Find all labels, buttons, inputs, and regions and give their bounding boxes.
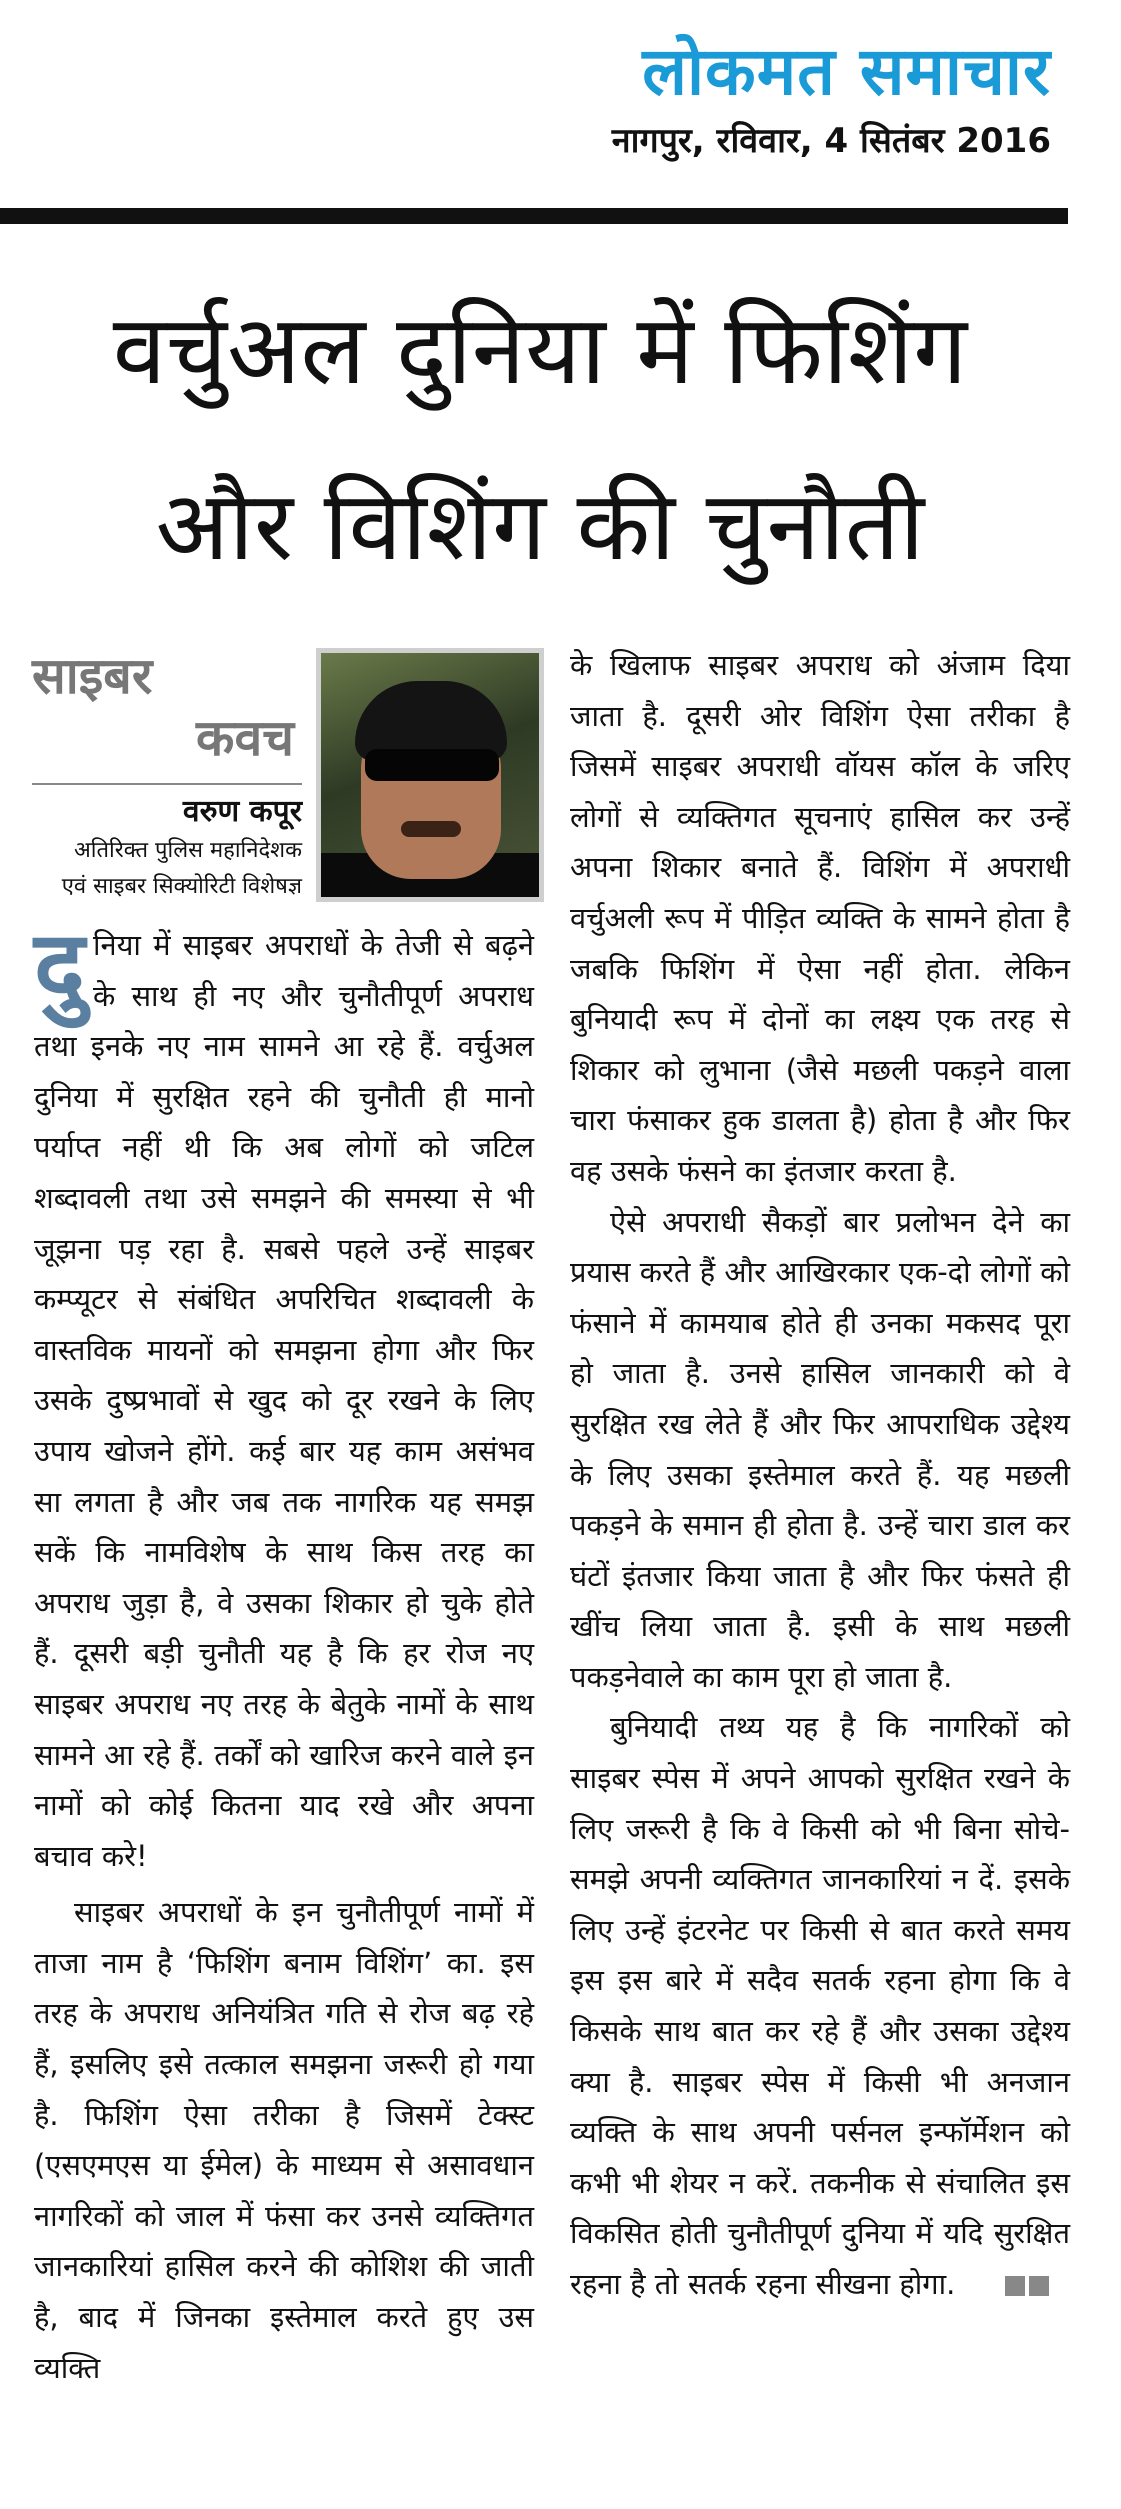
article-column-left xyxy=(34,910,534,2393)
headline-line-1: वर्चुअल दुनिया में फिशिंग xyxy=(112,294,968,406)
byline-divider xyxy=(32,783,302,785)
byline xyxy=(32,645,302,905)
top-divider xyxy=(0,208,1068,224)
drop-cap: दु xyxy=(34,910,85,1022)
author-name: वरुण कपूर xyxy=(182,794,302,829)
author-photo xyxy=(316,648,544,902)
paragraph-4: बुनियादी तथ्य यह है कि नागरिकों को साइबर स्पेस में अपने आपको सुरक्षित रखने के लिए जरूरी है कि वे किसी को भी बिना सोचे-समझे अपनी व्यक्तिगत जानकारियां न दें. इसके लिए उन्हें इंटरनेट पर किसी से बात करते समय इस इस बारे में सदैव सतर्क रहना होगा कि वे किसके साथ बात कर रहे हैं और उसका उद्देश्य क्या है. साइबर स्पेस में किसी भी अनजान व्यक्ति के साथ अपनी पर्सनल इन्फॉर्मेशन को कभी भी शेयर न करें. तकनीक से संचालित इस विकसित होती चुनौतीपूर्ण दुनिया में यदि सुरक्षित रहना है तो सतर्क रहना सीखना होगा. xyxy=(570,1702,1070,2311)
column-name-line-1: साइबर xyxy=(32,647,153,705)
author-designation-1: अतिरिक्त पुलिस महानिदेशक xyxy=(73,838,302,863)
masthead xyxy=(612,30,1051,162)
end-of-article-icon xyxy=(965,2261,1053,2312)
paragraph-3: ऐसे अपराधी सैकड़ों बार प्रलोभन देने का प्रयास करते हैं और आखिरकार एक-दो लोगों को फंसाने में कामयाब होते ही उनका मकसद पूरा हो जाता है. उनसे हासिल जानकारी को वे सुरक्षित रख लेते हैं और फिर आपराधिक उद्देश्य के लिए उसका इस्तेमाल करते हैं. यह मछली पकड़ने के समान ही होता है. उन्हें चारा डाल कर घंटों इंतजार किया जाता है और फिर फंसते ही खींच लिया जाता है. इसी के साथ मछली पकड़नेवाले का काम पूरा हो जाता है. xyxy=(570,1204,1070,1694)
column-name-line-2: कवच xyxy=(196,709,294,767)
article-column-right xyxy=(570,640,1070,2311)
dateline: नागपुर, रविवार, 4 सितंबर 2016 xyxy=(611,121,1051,161)
headline-line-2: और विशिंग की चुनौती xyxy=(155,470,925,582)
paragraph-1: दुनिया में साइबर अपराधों के तेजी से बढ़ने के साथ ही नए और चुनौतीपूर्ण अपराध तथा इनके नए नाम सामने आ रहे हैं. वर्चुअल दुनिया में सुरक्षित रहने की चुनौती ही मानो पर्याप्त नहीं थी कि अब लोगों को जटिल शब्दावली तथा उसे समझने की समस्या से भी जूझना पड़ रहा है. सबसे पहले उन्हें साइबर कम्प्यूटर से संबंधित अपरिचित शब्दावली के वास्तविक मायनों को समझना होगा और फिर उसके दुष्प्रभावों से खुद को दूर रखने के लिए उपाय खोजने होंगे. कई बार यह काम असंभव सा लगता है और जब तक नागरिक यह समझ सकें कि नामविशेष के साथ किस तरह का अपराध जुड़ा है, वे उसका शिकार हो चुके होते हैं. दूसरी बड़ी चुनौती यह है कि हर रोज नए साइबर अपराध नए तरह के बेतुके नामों के साथ सामने आ रहे हैं. तर्कों को खारिज करने वाले इन नामों को कोई कितना याद रखे और अपना बचाव करे! xyxy=(34,910,534,1873)
headline xyxy=(20,262,1060,614)
column-name xyxy=(32,645,302,769)
newspaper-logo: लोकमत समाचार xyxy=(642,33,1051,110)
paragraph-2: साइबर अपराधों के इन चुनौतीपूर्ण नामों में ताजा नाम है ‘फिशिंग बनाम विशिंग’ का. इस तरह के अपराध अनियंत्रित गति से रोज बढ़ रहे हैं, इसलिए इसे तत्काल समझना जरूरी हो गया है. फिशिंग ऐसा तरीका है जिसमें टेक्स्ट (एसएमएस या ईमेल) के माध्यम से असावधान नागरिकों को जाल में फंसा कर उनसे व्यक्तिगत जानकारियां हासिल करने की कोशिश की जाती है, बाद में जिनका इस्तेमाल करते हुए उस व्यक्ति xyxy=(34,1895,534,2385)
paragraph-2-continued: के खिलाफ साइबर अपराध को अंजाम दिया जाता है. दूसरी ओर विशिंग ऐसा तरीका है जिसमें साइबर अपराधी वॉयस कॉल के जरिए लोगों से व्यक्तिगत सूचनाएं हासिल कर उन्हें अपना शिकार बनाते हैं. विशिंग में अपराधी वर्चुअली रूप में पीड़ित व्यक्ति के सामने होता है जबकि फिशिंग में ऐसा नहीं होता. लेकिन बुनियादी रूप में दोनों का लक्ष्य एक तरह से शिकार को लुभाना (जैसे मछली पकड़ने वाला चारा फंसाकर हुक डालता है) होता है और फिर वह उसके फंसने का इंतजार करता है. xyxy=(570,648,1070,1188)
author-designation-2: एवं साइबर सिक्योरिटी विशेषज्ञ xyxy=(61,874,302,899)
